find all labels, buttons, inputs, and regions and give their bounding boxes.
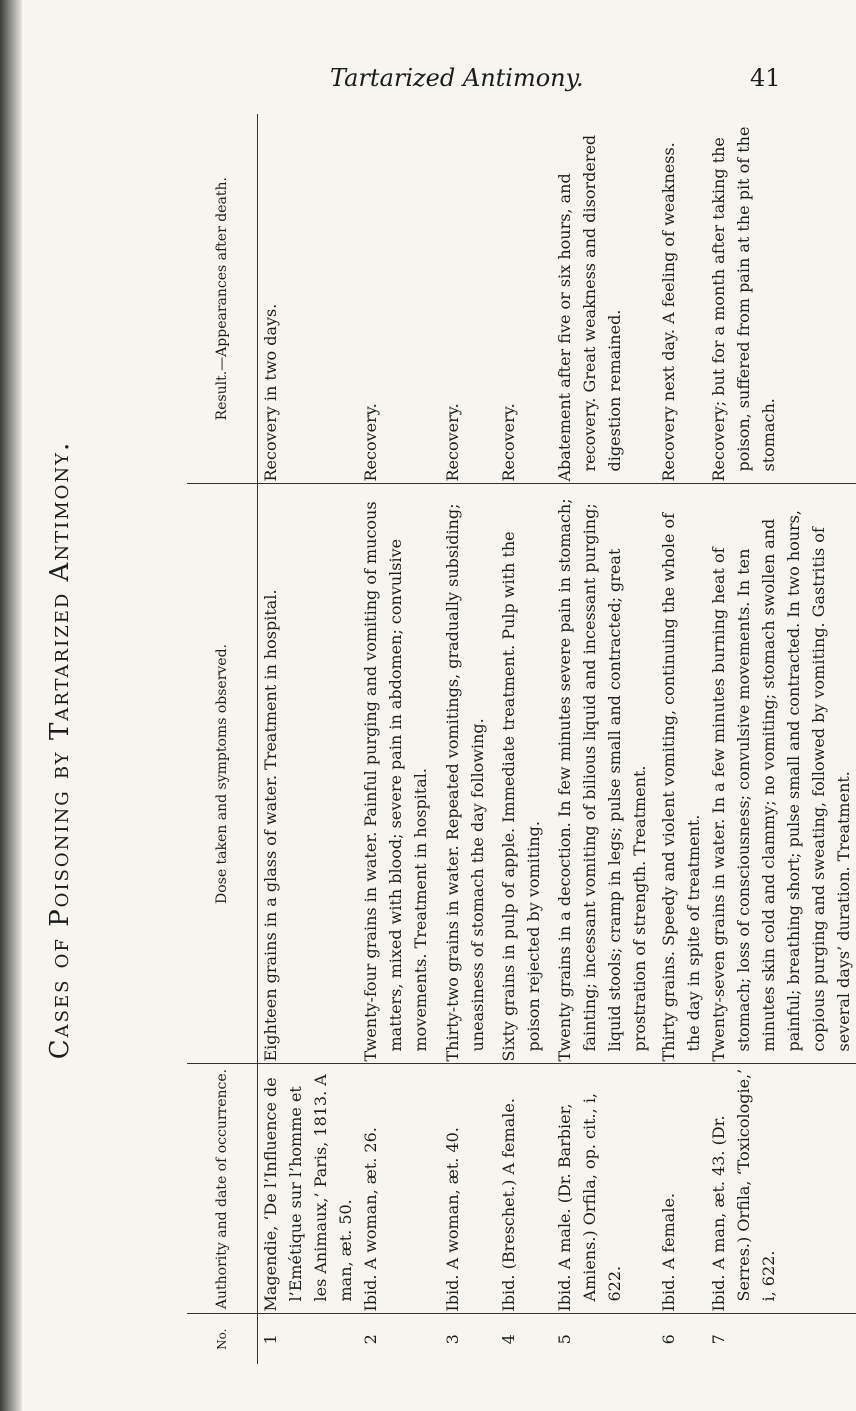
cases-table: [187, 114, 856, 1364]
table-row: [358, 114, 440, 1364]
case-authority: Ibid. A man, æt. 43. (Dr. Serres.) Orfila, ‘Toxicologie,’ i, 622.: [706, 1064, 856, 1314]
case-number: 5: [555, 1334, 574, 1345]
header-dose: Dose taken and symptoms observed.: [187, 484, 258, 1064]
running-head: [0, 60, 800, 100]
table-row: [552, 114, 656, 1364]
case-dose: Eighteen grains in a glass of water. Treatment in hospital.: [258, 484, 359, 1064]
case-authority: Ibid. A male. (Dr. Barbier, Amiens.) Orfila, op. cit., i, 622.: [552, 1064, 656, 1314]
header-result: Result.—Appearances after death.: [187, 114, 258, 484]
case-result: Abatement after five or six hours, and recovery. Great weakness and disordered digestion remained.: [552, 114, 656, 484]
case-dose: Thirty-two grains in water. Repeated vomitings, gradually subsiding; uneasiness of stomach the day following.: [440, 484, 496, 1064]
cases-table-rotated: [187, 114, 853, 1364]
case-result: Recovery.: [358, 114, 440, 484]
case-dose: Twenty-seven grains in water. In a few minutes burning heat of stomach; loss of consciousness; convulsive movements. In ten minutes skin cold and clammy; no vomiting; stomach swollen and painful; breathing short; pulse small and contracted. In two hours, copious purging and sweating, followed by vomiting. Gastritis of several days’ duration. Treatment.: [706, 484, 856, 1064]
case-number: 3: [443, 1334, 462, 1345]
case-result: Recovery.: [496, 114, 552, 484]
table-row: [496, 114, 552, 1364]
cases-table-frame: [187, 114, 853, 1364]
case-number: 2: [361, 1334, 380, 1345]
page-number: 41: [750, 64, 781, 92]
case-authority: Ibid. A female.: [656, 1064, 706, 1314]
table-row: [440, 114, 496, 1364]
case-authority: Ibid. A woman, æt. 40.: [440, 1064, 496, 1314]
case-number: 4: [499, 1334, 518, 1345]
case-number: 7: [709, 1334, 728, 1345]
table-row: [258, 114, 359, 1364]
case-dose: Twenty grains in a decoction. In few minutes severe pain in stomach; fainting; incessant vomiting of bilious liquid and incessant purging; liquid stools; cramp in legs; pulse small and contracted; great prostration of strength. Treatment.: [552, 484, 656, 1064]
case-authority: Ibid. (Breschet.) A female.: [496, 1064, 552, 1314]
header-no: No.: [187, 1314, 258, 1364]
table-title-text: Cases of Poisoning by Tartarized Antimony.: [45, 440, 75, 1060]
running-title: Tartarized Antimony.: [330, 64, 584, 92]
case-result: Recovery in two days.: [258, 114, 359, 484]
case-dose: Sixty grains in pulp of apple. Immediate treatment. Pulp with the poison rejected by vomiting.: [496, 484, 552, 1064]
case-authority: Ibid. A woman, æt. 26.: [358, 1064, 440, 1314]
case-result: Recovery next day. A feeling of weakness.: [656, 114, 706, 484]
case-dose: Thirty grains. Speedy and violent vomiting, continuing the whole of the day in spite of treatment.: [656, 484, 706, 1064]
case-number: 6: [659, 1334, 678, 1345]
header-row: [187, 114, 258, 1364]
case-result: Recovery; but for a month after taking the poison, suffered from pain at the pit of the stomach.: [706, 114, 856, 484]
page-gutter: [0, 0, 22, 1411]
case-result: Recovery.: [440, 114, 496, 484]
table-row: [656, 114, 706, 1364]
case-number: 1: [261, 1334, 280, 1345]
case-dose: Twenty-four grains in water. Painful purging and vomiting of mucous matters, mixed with blood; severe pain in abdomen; convulsive movements. Treatment in hospital.: [358, 484, 440, 1064]
case-authority: Magendie, ‘De l’Influence de l’Emétique sur l’homme et les Animaux,’ Paris, 1813. A man, æt. 50.: [258, 1064, 359, 1314]
header-authority: Authority and date of occurrence.: [187, 1064, 258, 1314]
table-row: [706, 114, 856, 1364]
